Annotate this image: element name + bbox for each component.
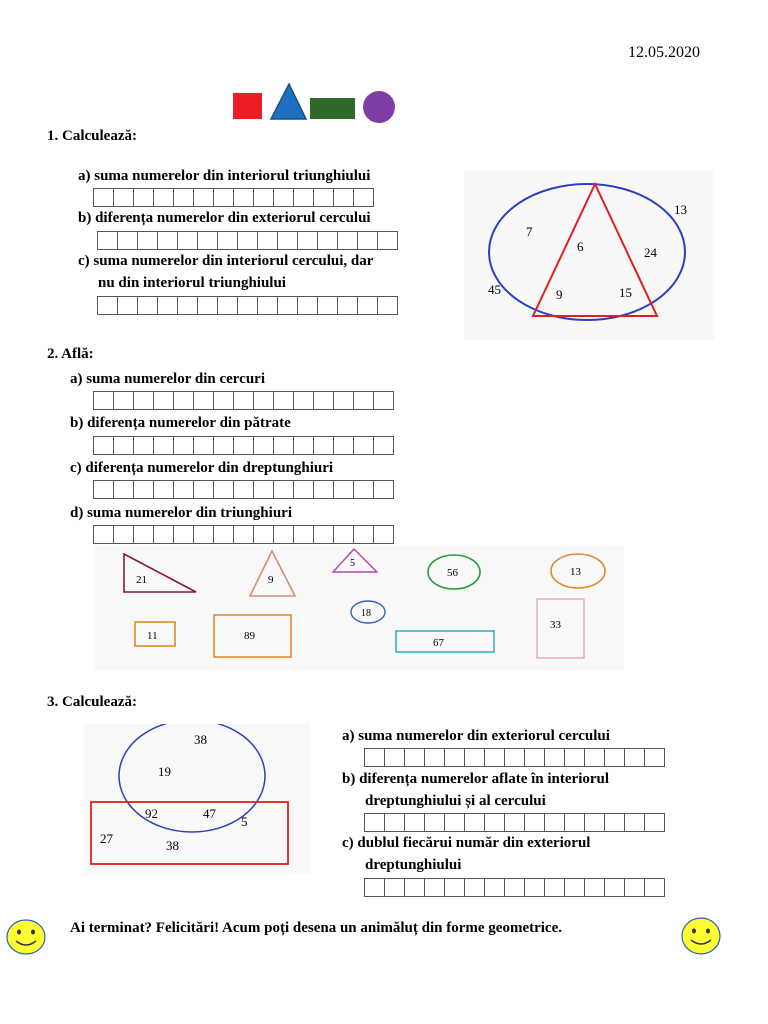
ex3-b-line1: b) diferența numerelor aflate în interiorul xyxy=(342,771,610,787)
ex3-n5: 5 xyxy=(241,814,248,829)
ex1-n45: 45 xyxy=(488,282,501,297)
triangle-5-label: 5 xyxy=(350,558,355,569)
ex3-n19: 19 xyxy=(158,764,171,779)
ex1-b-grid[interactable] xyxy=(97,231,398,250)
ex3-c-line2: dreptunghiului xyxy=(365,857,462,873)
ex1-a-grid[interactable] xyxy=(93,188,374,207)
ex3-c-grid[interactable] xyxy=(364,878,665,897)
ex2-title: 2. Află: xyxy=(47,346,94,362)
ex1-n6: 6 xyxy=(577,239,584,254)
ex2-c: c) diferența numerelor din dreptunghiuri xyxy=(70,460,334,476)
ex3-b-line2: dreptunghiului și al cercului xyxy=(365,793,546,809)
circle-13-label: 13 xyxy=(570,566,581,578)
ex2-d: d) suma numerelor din triunghiuri xyxy=(70,505,292,521)
ex3-n27: 27 xyxy=(100,831,113,846)
smiley-right-icon xyxy=(680,916,722,956)
ex2-c-grid[interactable] xyxy=(93,480,394,499)
ex3-a: a) suma numerelor din exteriorul cercului xyxy=(342,728,610,744)
ex1-a: a) suma numerelor din interiorul triunghiului xyxy=(78,168,371,184)
square-89-label: 89 xyxy=(244,630,255,642)
ex1-n7: 7 xyxy=(526,224,533,239)
shapes-header xyxy=(228,82,400,124)
ex3-figure xyxy=(84,724,310,874)
ex2-b-grid[interactable] xyxy=(93,436,394,455)
smiley-left-icon xyxy=(5,918,47,956)
red-square xyxy=(233,93,262,119)
ex3-n47: 47 xyxy=(203,806,216,821)
circle-56-label: 56 xyxy=(447,567,458,579)
ex3-n38-bottom: 38 xyxy=(166,838,179,853)
ex2-figure xyxy=(94,546,624,670)
green-rectangle xyxy=(310,98,355,119)
ex1-b: b) diferența numerelor din exteriorul cercului xyxy=(78,210,371,226)
ex3-title: 3. Calculează: xyxy=(47,694,137,710)
triangle-9-label: 9 xyxy=(268,574,274,586)
ex3-b-grid[interactable] xyxy=(364,813,665,832)
rectangle-33-label: 33 xyxy=(550,619,561,631)
ex1-c-line1: c) suma numerelor din interiorul cercului, dar xyxy=(78,253,374,269)
date: 12.05.2020 xyxy=(628,44,700,61)
triangle-21-label: 21 xyxy=(136,574,147,586)
ex1-figure xyxy=(464,170,714,340)
rectangle-67-label: 67 xyxy=(433,637,444,649)
ex3-c-line1: c) dublul fiecărui număr din exteriorul xyxy=(342,835,591,851)
purple-circle xyxy=(363,91,395,123)
ex2-d-grid[interactable] xyxy=(93,525,394,544)
ex1-n24: 24 xyxy=(644,245,657,260)
ex1-c-line2: nu din interiorul triunghiului xyxy=(98,275,286,291)
ex1-n13: 13 xyxy=(674,202,687,217)
ex1-title: 1. Calculează: xyxy=(47,128,137,144)
ex2-a-grid[interactable] xyxy=(93,391,394,410)
footer-message: Ai terminat? Felicitări! Acum poți desena un animăluț din forme geometrice. xyxy=(70,920,562,936)
ex3-n38-top: 38 xyxy=(194,732,207,747)
ex2-a: a) suma numerelor din cercuri xyxy=(70,371,265,387)
circle-18-label: 18 xyxy=(361,608,371,619)
ex1-n15: 15 xyxy=(619,285,632,300)
ex3-a-grid[interactable] xyxy=(364,748,665,767)
ex1-n9: 9 xyxy=(556,287,563,302)
blue-triangle xyxy=(271,84,306,119)
ex2-b: b) diferența numerelor din pătrate xyxy=(70,415,291,431)
ex3-n92: 92 xyxy=(145,806,158,821)
square-11-label: 11 xyxy=(147,630,158,642)
ex1-c-grid[interactable] xyxy=(97,296,398,315)
